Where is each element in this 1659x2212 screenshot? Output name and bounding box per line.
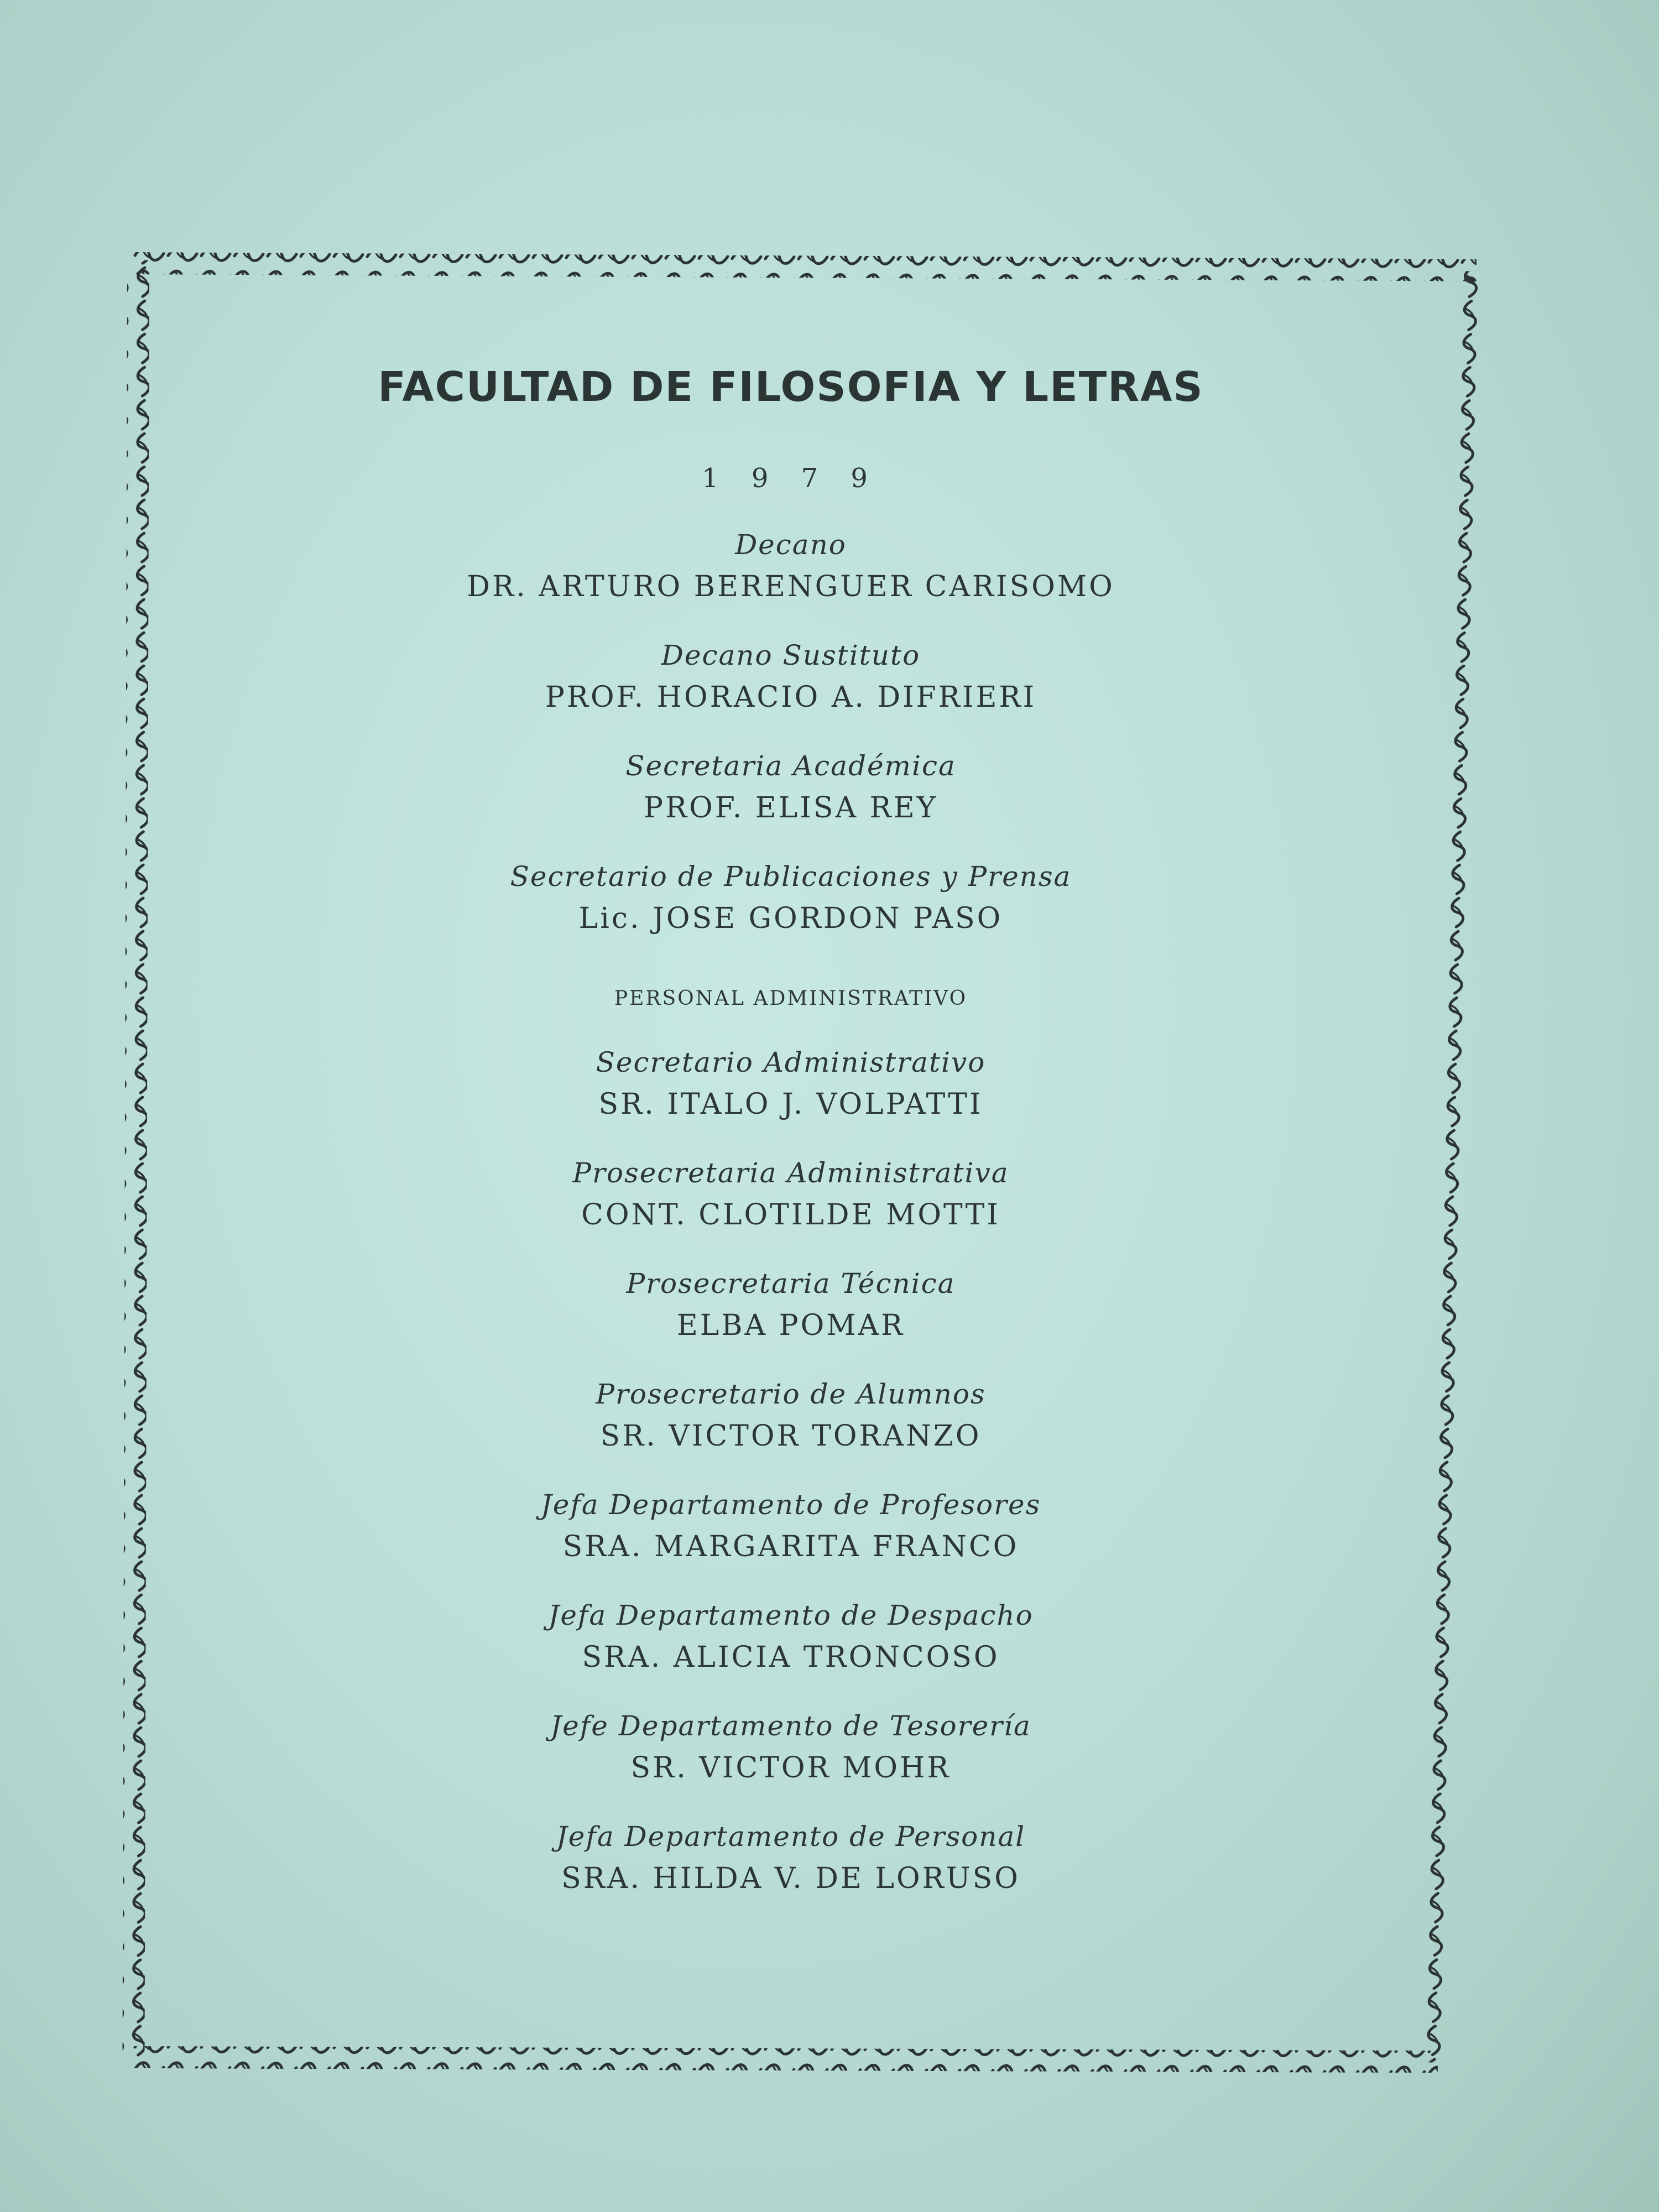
admin-entry	[310, 1484, 1272, 1568]
authority-entry	[310, 524, 1272, 608]
entry-name: CONT. CLOTILDE MOTTI	[581, 1198, 1000, 1232]
entry-name: SR. VICTOR MOHR	[630, 1751, 951, 1785]
entry-name: DR. ARTURO BERENGUER CARISOMO	[467, 570, 1115, 603]
authority-entry	[310, 856, 1272, 940]
entry-name: Lic. JOSE GORDON PASO	[578, 902, 1003, 935]
document-content	[310, 354, 1272, 1900]
section-heading: PERSONAL ADMINISTRATIVO	[614, 987, 968, 1010]
entry-role: Secretario de Publicaciones y Prensa	[510, 860, 1072, 893]
year: 1 9 7 9	[702, 463, 880, 494]
admin-entry	[310, 1374, 1272, 1458]
entry-name: PROF. ELISA REY	[644, 791, 938, 825]
admin-entry	[310, 1152, 1272, 1237]
entry-role: Decano Sustituto	[661, 639, 921, 671]
entry-role: Prosecretario de Alumnos	[596, 1378, 986, 1410]
admin-entry	[310, 1042, 1272, 1126]
authority-entry	[310, 745, 1272, 830]
admin-entry	[310, 1595, 1272, 1679]
entry-name: SRA. MARGARITA FRANCO	[562, 1530, 1019, 1563]
entry-name: SRA. HILDA V. DE LORUSO	[561, 1862, 1020, 1895]
entry-role: Jefe Departamento de Tesorería	[550, 1710, 1031, 1742]
entry-role: Secretario Administrativo	[596, 1046, 986, 1078]
entry-name: SR. ITALO J. VOLPATTI	[598, 1088, 983, 1121]
entry-role: Jefa Departamento de Despacho	[548, 1599, 1034, 1631]
admin-entry	[310, 1705, 1272, 1790]
admin-entry	[310, 1816, 1272, 1900]
authority-entry	[310, 635, 1272, 719]
entry-role: Jefa Departamento de Profesores	[540, 1489, 1041, 1521]
entry-name: PROF. HORACIO A. DIFRIERI	[545, 681, 1037, 714]
admin-entry	[310, 1263, 1272, 1347]
entry-role: Secretaria Académica	[625, 750, 956, 782]
faculty-title: FACULTAD DE FILOSOFIA Y LETRAS	[378, 363, 1204, 411]
entry-role: Prosecretaria Técnica	[626, 1267, 956, 1300]
entry-name: ELBA POMAR	[676, 1309, 905, 1342]
entry-role: Prosecretaria Administrativa	[572, 1157, 1009, 1189]
entry-role: Decano	[735, 529, 847, 561]
entry-role: Jefa Departamento de Personal	[556, 1820, 1026, 1853]
entry-name: SRA. ALICIA TRONCOSO	[582, 1641, 1000, 1674]
entry-name: SR. VICTOR TORANZO	[600, 1420, 982, 1453]
